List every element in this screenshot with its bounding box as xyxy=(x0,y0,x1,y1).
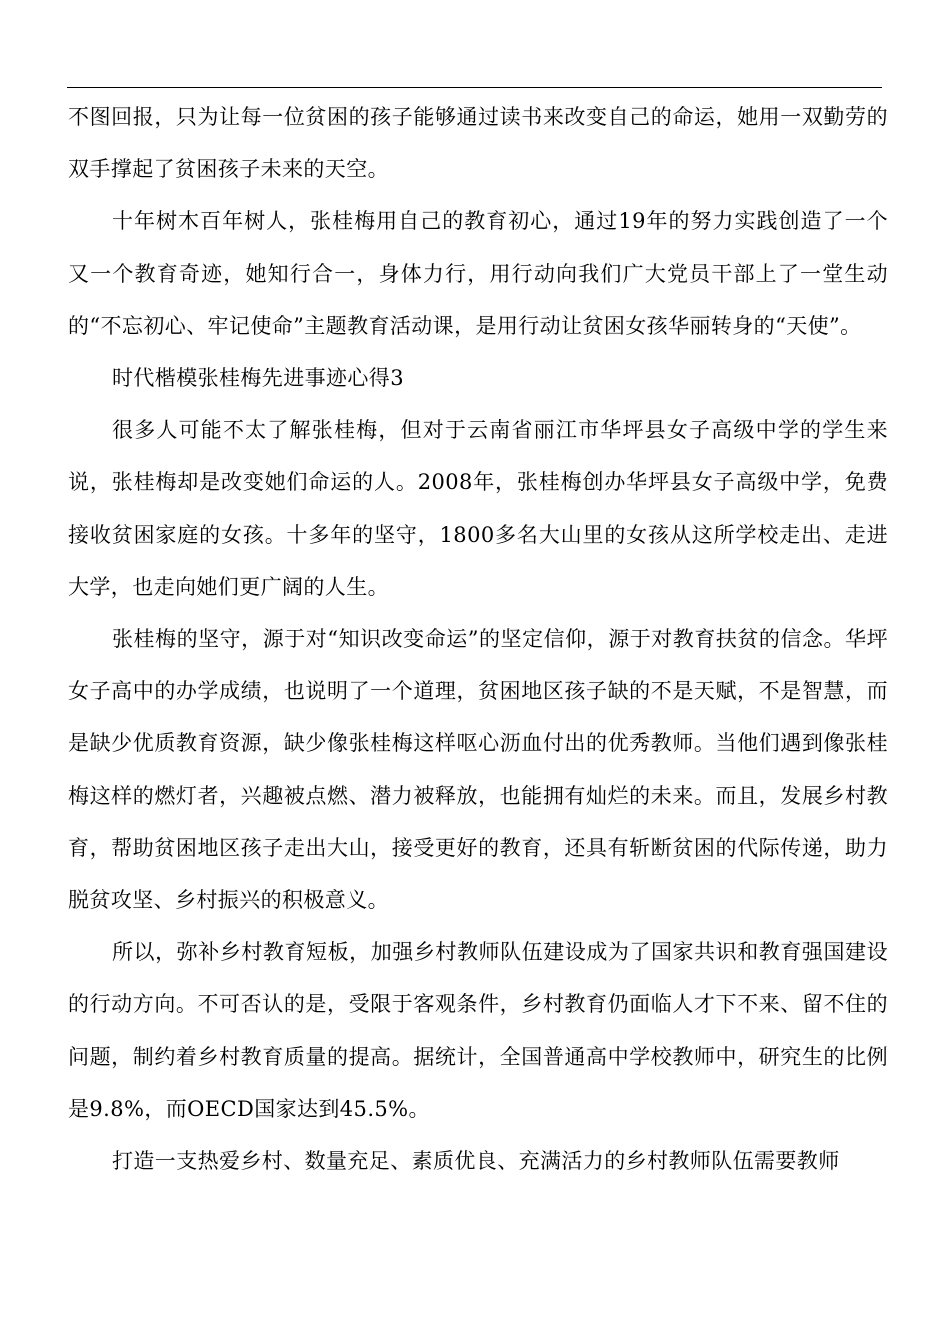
document-body xyxy=(68,91,888,1187)
paragraph: 很多人可能不太了解张桂梅，但对于云南省丽江市华坪县女子高级中学的学生来说，张桂梅却是改变她们命运的人。2008年，张桂梅创办华坪县女子高级中学，免费接收贫困家庭的女孩。十多年的坚守，1800多名大山里的女孩从这所学校走出、走进大学，也走向她们更广阔的人生。 xyxy=(68,418,888,599)
paragraph-continuation: 不图回报，只为让每一位贫困的孩子能够通过读书来改变自己的命运，她用一双勤劳的双手撑起了贫困孩子未来的天空。 xyxy=(68,105,888,182)
paragraph: 十年树木百年树人，张桂梅用自己的教育初心，通过19年的努力实践创造了一个又一个教育奇迹，她知行合一，身体力行，用行动向我们广大党员干部上了一堂生动的“不忘初心、牢记使命”主题教育活动课，是用行动让贫困女孩华丽转身的“天使”。 xyxy=(68,209,888,338)
paragraph: 打造一支热爱乡村、数量充足、素质优良、充满活力的乡村教师队伍需要教师 xyxy=(112,1149,840,1174)
paragraph: 张桂梅的坚守，源于对“知识改变命运”的坚定信仰，源于对教育扶贫的信念。华坪女子高中的办学成绩，也说明了一个道理，贫困地区孩子缺的不是天赋，不是智慧，而是缺少优质教育资源，缺少像张桂梅这样呕心沥血付出的优秀教师。当他们遇到像张桂梅这样的燃灯者，兴趣被点燃、潜力被释放，也能拥有灿烂的未来。而且，发展乡村教育，帮助贫困地区孩子走出大山，接受更好的教育，还具有斩断贫困的代际传递，助力脱贫攻坚、乡村振兴的积极意义。 xyxy=(68,627,888,913)
section-heading: 时代楷模张桂梅先进事迹心得3 xyxy=(112,366,404,391)
header-rule xyxy=(67,87,882,88)
paragraph: 所以，弥补乡村教育短板，加强乡村教师队伍建设成为了国家共识和教育强国建设的行动方向。不可否认的是，受限于客观条件，乡村教育仍面临人才下不来、留不住的问题，制约着乡村教育质量的提高。据统计，全国普通高中学校教师中，研究生的比例是9.8%，而OECD国家达到45.5%。 xyxy=(68,940,888,1121)
